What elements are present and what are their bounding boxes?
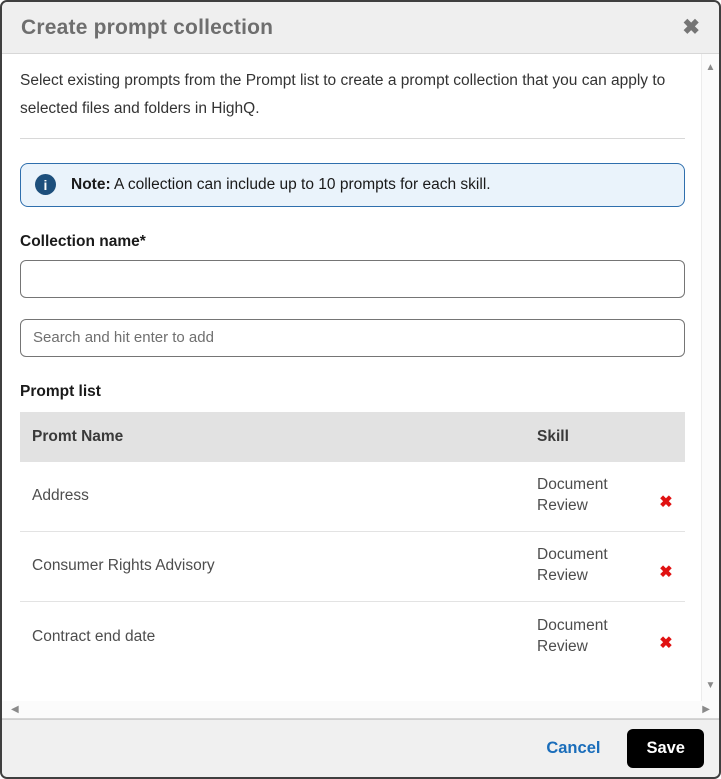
dialog-header [2,2,719,54]
cancel-button[interactable]: Cancel [546,739,601,757]
prompt-list-label: Prompt list [20,382,101,400]
note-banner [20,163,685,207]
info-icon: i [35,174,56,195]
close-icon[interactable]: ✖ [682,16,700,39]
column-header-skill: Skill [537,427,569,445]
table-row [20,602,685,672]
scroll-up-icon[interactable]: ▲ [705,62,716,73]
note-label: Note: [71,175,111,193]
horizontal-scrollbar[interactable] [2,701,719,719]
scroll-right-icon[interactable]: ▶ [702,703,710,715]
table-row [20,462,685,532]
collection-name-input[interactable] [20,260,685,298]
prompt-table-header [20,412,685,462]
dialog-footer [2,719,719,777]
skill-cell: Document Review [537,476,608,515]
note-message: A collection can include up to 10 prompts for each skill. [110,175,491,193]
remove-prompt-icon[interactable]: ✖ [659,564,673,582]
dialog-body [2,54,719,701]
scroll-left-icon[interactable]: ◀ [11,703,19,715]
dialog-title: Create prompt collection [21,15,274,39]
note-text [71,176,491,194]
column-header-prompt-name: Promt Name [32,427,124,445]
remove-prompt-icon[interactable]: ✖ [659,634,673,652]
skill-cell: Document Review [537,616,608,655]
prompt-name-cell: Contract end date [32,627,156,645]
divider [20,138,685,139]
prompt-table [20,412,685,672]
collection-name-label: Collection name* [20,232,146,250]
scroll-down-icon[interactable]: ▼ [705,680,716,691]
remove-prompt-icon[interactable]: ✖ [659,494,673,512]
dialog-content [2,54,701,701]
prompt-name-cell: Address [32,487,89,505]
save-button[interactable]: Save [627,729,704,768]
vertical-scrollbar[interactable] [701,54,719,701]
table-row [20,532,685,602]
dialog-description: Select existing prompts from the Prompt list to create a prompt collection that you can apply to selected files and folders in HighQ. [20,72,666,117]
prompt-search-input[interactable] [20,319,685,357]
skill-cell: Document Review [537,546,608,585]
prompt-name-cell: Consumer Rights Advisory [32,557,215,575]
